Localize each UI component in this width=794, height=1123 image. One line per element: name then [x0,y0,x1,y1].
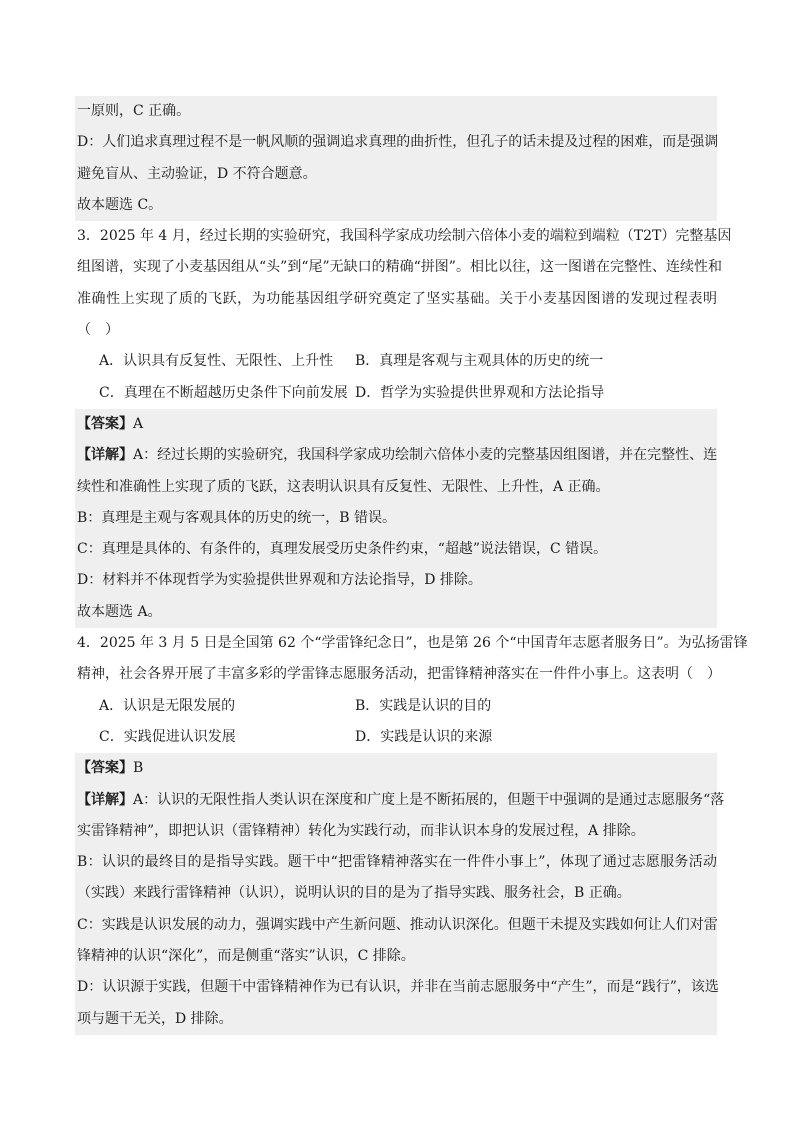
detail-line [75,440,717,471]
answer-tag: 【答案】 [77,760,133,777]
detail-line: （实践）来践行雷锋精神（认识），说明认识的目的是为了指导实践、服务社会，B 正确。 [75,878,717,909]
detail-line [75,785,725,816]
detail-line: D：材料并不体现哲学为实验提供世界观和方法论指导，D 排除。 [75,565,717,596]
question-stem-line: 精神，社会各界开展了丰富多彩的学雷锋志愿服务活动，把雷锋精神落实在一件件小事上。这表明（ ） [77,666,721,683]
question-4 [75,628,748,1035]
question-stem-line: （ ） [77,322,119,339]
prev-answer-line: 一原则，C 正确。 [75,96,717,127]
answer-line [75,753,717,784]
options-row [75,722,717,753]
detail-tag: 【详解】 [77,791,133,808]
detail-line: D：认识源于实践，但题干中雷锋精神作为已有认识，并非在当前志愿服务中“产生”，而是“践行”，该选 [75,972,717,1003]
prev-answer-line: 故本题选 C。 [75,190,717,221]
detail-text: A：认识的无限性指人类认识在深度和广度上是不断拓展的，但题干中强调的是通过志愿服务“落 [133,791,725,808]
question-stem-line: 4．2025 年 3 月 5 日是全国第 62 个“学雷锋纪念日”，也是第 26 个“中国青年志愿者服务日”。为弘扬雷锋 [77,635,748,652]
question-stem-line: 准确性上实现了质的飞跃，为功能基因组学研究奠定了坚实基础。关于小麦基因图谱的发现过程表明 [77,290,717,307]
prev-answer-block [75,96,717,221]
answer-value: B [133,760,144,777]
detail-line: B：真理是主观与客观具体的历史的统一，B 错误。 [75,503,717,534]
question-stem-line: 组图谱，实现了小麦基因组从“头”到“尾”无缺口的精确“拼图”。相比以往，这一图谱在完整性、连续性和 [77,259,722,276]
option-a: A．认识是无限发展的 [99,697,236,714]
options-row [75,378,717,409]
prev-answer-line: D：人们追求真理过程不是一帆风顺的强调追求真理的曲折性，但孔子的话未提及过程的困难，而是强调 [75,127,717,158]
option-c: C．实践促进认识发展 [99,728,236,745]
detail-line: 锋精神的认识“深化”，而是侧重“落实”认识，C 排除。 [75,941,717,972]
detail-tag: 【详解】 [77,447,133,464]
question-stem-line: 3．2025 年 4 月，经过长期的实验研究，我国科学家成功绘制六倍体小麦的端粒到端粒（T2T）完整基因 [77,228,732,245]
option-b: B．真理是客观与主观具体的历史的统一 [355,353,604,370]
document-page [75,96,748,1035]
option-d: D．实践是认识的来源 [355,728,493,745]
option-d: D．哲学为实验提供世界观和方法论指导 [355,384,605,401]
answer-line [75,409,717,440]
detail-line: B：认识的最终目的是指导实践。题干中“把雷锋精神落实在一件件小事上”，体现了通过志愿服务活动 [75,847,717,878]
option-c: C．真理在不断超越历史条件下向前发展 [99,384,348,401]
detail-line: C：真理是具体的、有条件的，真理发展受历史条件约束，“超越”说法错误，C 错误。 [75,534,717,565]
detail-line: 项与题干无关，D 排除。 [75,1004,717,1035]
option-b: B．实践是认识的目的 [355,697,492,714]
options-row [75,691,717,722]
detail-line: 故本题选 A。 [75,597,717,628]
question-3 [75,221,732,628]
answer-value: A [133,415,144,432]
detail-line: C：实践是认识发展的动力，强调实践中产生新问题、推动认识深化。但题干未提及实践如何让人们对雷 [75,910,717,941]
detail-line: 实雷锋精神”，即把认识（雷锋精神）转化为实践行动，而非认识本身的发展过程，A 排除。 [75,816,717,847]
answer-tag: 【答案】 [77,415,133,432]
option-a: A．认识具有反复性、无限性、上升性 [99,353,334,370]
detail-line: 续性和准确性上实现了质的飞跃，这表明认识具有反复性、无限性、上升性，A 正确。 [75,472,717,503]
detail-text: A：经过长期的实验研究，我国科学家成功绘制六倍体小麦的完整基因组图谱，并在完整性、连 [133,447,718,464]
options-row [75,346,717,377]
prev-answer-line: 避免盲从、主动验证，D 不符合题意。 [75,159,717,190]
